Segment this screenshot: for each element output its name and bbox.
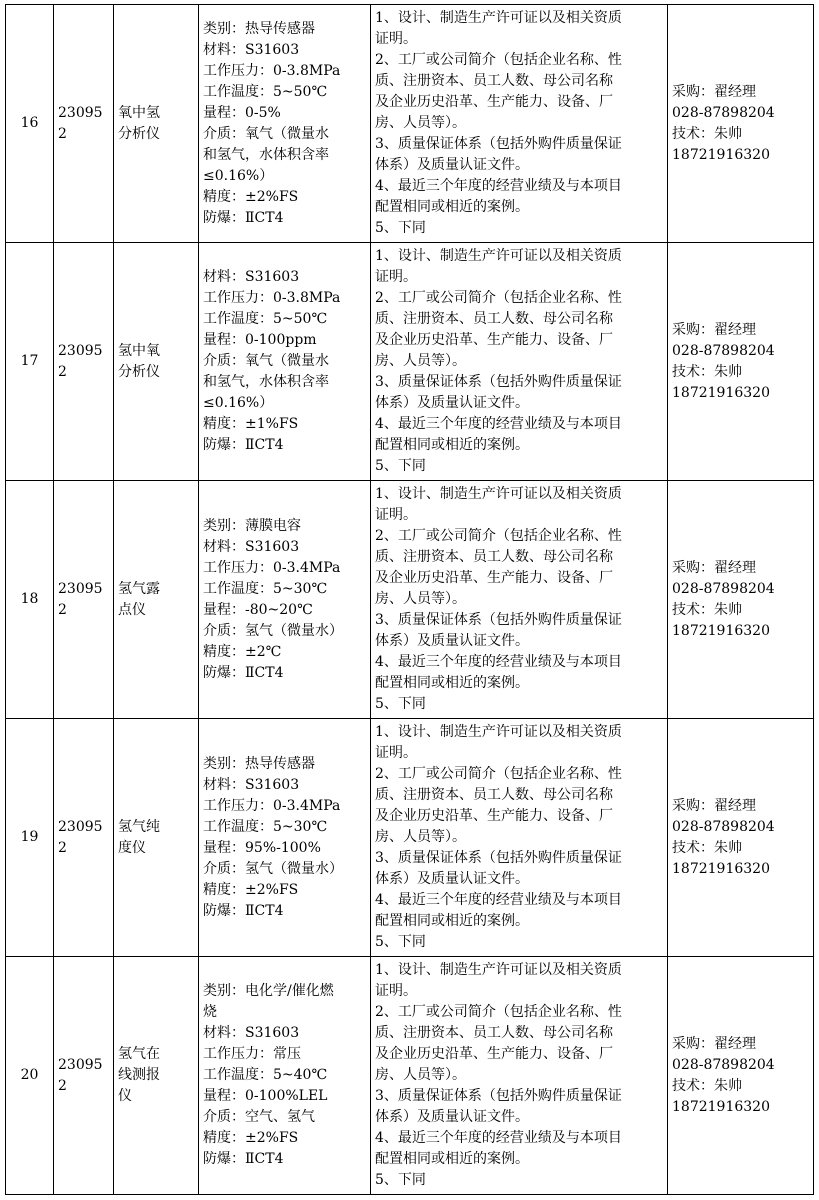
qualification-cell: 1、设计、制造生产许可证以及相关资质 证明。 2、工厂或公司简介（包括企业名称、性 质、注册资本、员工人数、母公司名称 及企业历史沿革、生产能力、设备、厂 房、人员等）。 3、质量保证体系（包括外购件质量保证 体系）及质量认证文件。 4、最近三个年度的经营业绩及与本项目 配置相同或相近的案例。 5、下同 bbox=[371, 957, 668, 1195]
material-code-cell: 23095 2 bbox=[54, 481, 114, 719]
equipment-name-cell: 氢气在 线测报 仪 bbox=[114, 957, 199, 1195]
spec-cell: 类别：热导传感器 材料：S31603 工作压力：0-3.8MPa 工作温度：5~50℃ 量程：0-5% 介质：氧气（微量水 和氢气，水体积含率 ≤0.16%） 精度：±2%FS 防爆：ⅡCT4 bbox=[199, 5, 371, 243]
material-code-cell: 23095 2 bbox=[54, 719, 114, 957]
qualification-cell: 1、设计、制造生产许可证以及相关资质 证明。 2、工厂或公司简介（包括企业名称、性 质、注册资本、员工人数、母公司名称 及企业历史沿革、生产能力、设备、厂 房、人员等）。 3、质量保证体系（包括外购件质量保证 体系）及质量认证文件。 4、最近三个年度的经营业绩及与本项目 配置相同或相近的案例。 5、下同 bbox=[371, 243, 668, 481]
qualification-cell: 1、设计、制造生产许可证以及相关资质 证明。 2、工厂或公司简介（包括企业名称、性 质、注册资本、员工人数、母公司名称 及企业历史沿革、生产能力、设备、厂 房、人员等）。 3、质量保证体系（包括外购件质量保证 体系）及质量认证文件。 4、最近三个年度的经营业绩及与本项目 配置相同或相近的案例。 5、下同 bbox=[371, 481, 668, 719]
spec-cell: 类别：热导传感器 材料：S31603 工作压力：0-3.4MPa 工作温度：5~30℃ 量程：95%-100% 介质：氢气（微量水） 精度：±2%FS 防爆：ⅡCT4 bbox=[199, 719, 371, 957]
contact-cell: 采购：翟经理 028-87898204 技术：朱帅 18721916320 bbox=[668, 957, 814, 1195]
equipment-name-cell: 氢气露 点仪 bbox=[114, 481, 199, 719]
material-code-cell: 23095 2 bbox=[54, 243, 114, 481]
table-row bbox=[6, 719, 814, 957]
item-number-cell: 18 bbox=[6, 481, 54, 719]
contact-cell: 采购：翟经理 028-87898204 技术：朱帅 18721916320 bbox=[668, 243, 814, 481]
table-row bbox=[6, 957, 814, 1195]
item-number-cell: 20 bbox=[6, 957, 54, 1195]
spec-cell: 材料：S31603 工作压力：0-3.8MPa 工作温度：5~50℃ 量程：0-100ppm 介质：氧气（微量水 和氢气，水体积含率 ≤0.16%） 精度：±1%FS 防爆：ⅡCT4 bbox=[199, 243, 371, 481]
procurement-table-body bbox=[6, 5, 814, 1195]
item-number-cell: 16 bbox=[6, 5, 54, 243]
material-code-cell: 23095 2 bbox=[54, 957, 114, 1195]
equipment-name-cell: 氢气纯 度仪 bbox=[114, 719, 199, 957]
table-row bbox=[6, 5, 814, 243]
spec-cell: 类别：薄膜电容 材料：S31603 工作压力：0-3.4MPa 工作温度：5~30℃ 量程：-80~20℃ 介质：氢气（微量水） 精度：±2℃ 防爆：ⅡCT4 bbox=[199, 481, 371, 719]
material-code-cell: 23095 2 bbox=[54, 5, 114, 243]
item-number-cell: 17 bbox=[6, 243, 54, 481]
equipment-name-cell: 氧中氢 分析仪 bbox=[114, 5, 199, 243]
equipment-name-cell: 氢中氧 分析仪 bbox=[114, 243, 199, 481]
qualification-cell: 1、设计、制造生产许可证以及相关资质 证明。 2、工厂或公司简介（包括企业名称、性 质、注册资本、员工人数、母公司名称 及企业历史沿革、生产能力、设备、厂 房、人员等）。 3、质量保证体系（包括外购件质量保证 体系）及质量认证文件。 4、最近三个年度的经营业绩及与本项目 配置相同或相近的案例。 5、下同 bbox=[371, 719, 668, 957]
contact-cell: 采购：翟经理 028-87898204 技术：朱帅 18721916320 bbox=[668, 719, 814, 957]
contact-cell: 采购：翟经理 028-87898204 技术：朱帅 18721916320 bbox=[668, 481, 814, 719]
procurement-table bbox=[5, 4, 814, 1195]
table-row bbox=[6, 243, 814, 481]
contact-cell: 采购：翟经理 028-87898204 技术：朱帅 18721916320 bbox=[668, 5, 814, 243]
item-number-cell: 19 bbox=[6, 719, 54, 957]
spec-cell: 类别：电化学/催化燃 烧 材料：S31603 工作压力：常压 工作温度：5~40℃ 量程：0-100%LEL 介质：空气、氢气 精度：±2%FS 防爆：ⅡCT4 bbox=[199, 957, 371, 1195]
table-row bbox=[6, 481, 814, 719]
qualification-cell: 1、设计、制造生产许可证以及相关资质 证明。 2、工厂或公司简介（包括企业名称、性 质、注册资本、员工人数、母公司名称 及企业历史沿革、生产能力、设备、厂 房、人员等）。 3、质量保证体系（包括外购件质量保证 体系）及质量认证文件。 4、最近三个年度的经营业绩及与本项目 配置相同或相近的案例。 5、下同 bbox=[371, 5, 668, 243]
